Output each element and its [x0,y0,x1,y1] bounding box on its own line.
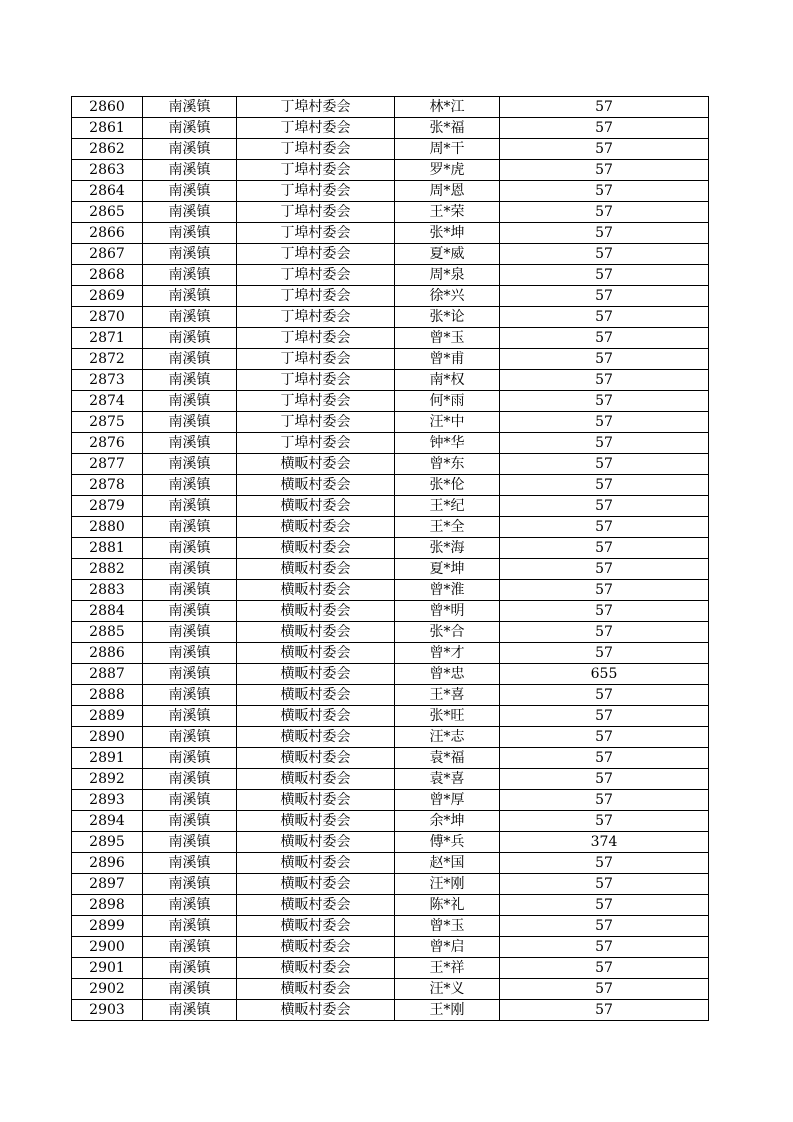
table-row [72,370,709,391]
table-row [72,118,709,139]
cell-serial-number: 2887 [72,664,143,685]
cell-amount: 57 [500,496,709,517]
cell-amount: 57 [500,853,709,874]
table-row [72,895,709,916]
cell-person-name: 陈*礼 [395,895,500,916]
cell-person-name: 张*海 [395,538,500,559]
cell-village-committee: 丁埠村委会 [237,139,395,160]
cell-person-name: 王*全 [395,517,500,538]
cell-town: 南溪镇 [143,223,237,244]
cell-village-committee: 丁埠村委会 [237,181,395,202]
cell-person-name: 袁*福 [395,748,500,769]
table-row [72,643,709,664]
cell-village-committee: 横畈村委会 [237,475,395,496]
cell-serial-number: 2885 [72,622,143,643]
cell-village-committee: 丁埠村委会 [237,223,395,244]
cell-amount: 57 [500,118,709,139]
table-row [72,706,709,727]
cell-person-name: 周*恩 [395,181,500,202]
cell-serial-number: 2866 [72,223,143,244]
cell-serial-number: 2878 [72,475,143,496]
cell-town: 南溪镇 [143,538,237,559]
table-row [72,202,709,223]
cell-serial-number: 2890 [72,727,143,748]
cell-amount: 57 [500,475,709,496]
cell-person-name: 王*荣 [395,202,500,223]
cell-person-name: 王*纪 [395,496,500,517]
cell-amount: 374 [500,832,709,853]
cell-village-committee: 横畈村委会 [237,517,395,538]
cell-serial-number: 2888 [72,685,143,706]
cell-town: 南溪镇 [143,391,237,412]
table-row [72,958,709,979]
cell-person-name: 赵*国 [395,853,500,874]
cell-town: 南溪镇 [143,1000,237,1021]
cell-serial-number: 2894 [72,811,143,832]
cell-town: 南溪镇 [143,958,237,979]
cell-town: 南溪镇 [143,790,237,811]
cell-village-committee: 丁埠村委会 [237,118,395,139]
cell-serial-number: 2872 [72,349,143,370]
table-row [72,349,709,370]
table-row [72,832,709,853]
cell-serial-number: 2893 [72,790,143,811]
cell-town: 南溪镇 [143,832,237,853]
cell-serial-number: 2879 [72,496,143,517]
cell-amount: 655 [500,664,709,685]
cell-town: 南溪镇 [143,475,237,496]
cell-person-name: 张*坤 [395,223,500,244]
cell-village-committee: 丁埠村委会 [237,286,395,307]
cell-amount: 57 [500,286,709,307]
cell-serial-number: 2874 [72,391,143,412]
cell-village-committee: 横畈村委会 [237,706,395,727]
cell-town: 南溪镇 [143,706,237,727]
cell-amount: 57 [500,307,709,328]
cell-person-name: 汪*义 [395,979,500,1000]
cell-town: 南溪镇 [143,412,237,433]
table-row [72,874,709,895]
cell-person-name: 曾*启 [395,937,500,958]
cell-person-name: 曾*东 [395,454,500,475]
cell-person-name: 王*刚 [395,1000,500,1021]
cell-person-name: 周*干 [395,139,500,160]
cell-village-committee: 丁埠村委会 [237,412,395,433]
cell-person-name: 傅*兵 [395,832,500,853]
cell-serial-number: 2860 [72,97,143,118]
cell-serial-number: 2861 [72,118,143,139]
cell-town: 南溪镇 [143,916,237,937]
cell-amount: 57 [500,433,709,454]
cell-serial-number: 2900 [72,937,143,958]
table-row [72,769,709,790]
cell-village-committee: 丁埠村委会 [237,370,395,391]
cell-village-committee: 横畈村委会 [237,454,395,475]
cell-person-name: 曾*明 [395,601,500,622]
cell-amount: 57 [500,643,709,664]
cell-person-name: 林*江 [395,97,500,118]
table-row [72,97,709,118]
cell-village-committee: 横畈村委会 [237,643,395,664]
cell-village-committee: 横畈村委会 [237,853,395,874]
cell-amount: 57 [500,328,709,349]
cell-amount: 57 [500,979,709,1000]
cell-person-name: 何*雨 [395,391,500,412]
cell-person-name: 张*福 [395,118,500,139]
cell-person-name: 汪*中 [395,412,500,433]
cell-town: 南溪镇 [143,181,237,202]
cell-village-committee: 丁埠村委会 [237,307,395,328]
cell-person-name: 罗*虎 [395,160,500,181]
cell-serial-number: 2868 [72,265,143,286]
cell-amount: 57 [500,790,709,811]
cell-amount: 57 [500,895,709,916]
cell-person-name: 曾*淮 [395,580,500,601]
cell-village-committee: 横畈村委会 [237,685,395,706]
table-row [72,454,709,475]
cell-village-committee: 丁埠村委会 [237,160,395,181]
table-row [72,181,709,202]
cell-amount: 57 [500,349,709,370]
cell-village-committee: 丁埠村委会 [237,433,395,454]
cell-village-committee: 横畈村委会 [237,559,395,580]
table-row [72,916,709,937]
table-row [72,1000,709,1021]
cell-amount: 57 [500,958,709,979]
cell-person-name: 夏*威 [395,244,500,265]
table-row [72,265,709,286]
cell-town: 南溪镇 [143,580,237,601]
cell-person-name: 周*泉 [395,265,500,286]
cell-amount: 57 [500,181,709,202]
cell-person-name: 张*论 [395,307,500,328]
cell-amount: 57 [500,1000,709,1021]
cell-amount: 57 [500,937,709,958]
table-row [72,517,709,538]
cell-serial-number: 2903 [72,1000,143,1021]
cell-person-name: 曾*玉 [395,328,500,349]
cell-town: 南溪镇 [143,349,237,370]
cell-amount: 57 [500,370,709,391]
cell-person-name: 徐*兴 [395,286,500,307]
table-row [72,979,709,1000]
cell-village-committee: 横畈村委会 [237,937,395,958]
cell-serial-number: 2862 [72,139,143,160]
cell-serial-number: 2889 [72,706,143,727]
cell-village-committee: 横畈村委会 [237,769,395,790]
table-row [72,790,709,811]
cell-serial-number: 2896 [72,853,143,874]
cell-amount: 57 [500,769,709,790]
cell-person-name: 曾*忠 [395,664,500,685]
cell-village-committee: 横畈村委会 [237,958,395,979]
cell-town: 南溪镇 [143,517,237,538]
cell-person-name: 汪*志 [395,727,500,748]
cell-serial-number: 2871 [72,328,143,349]
cell-amount: 57 [500,538,709,559]
cell-person-name: 张*伦 [395,475,500,496]
records-table [71,96,709,1021]
cell-village-committee: 横畈村委会 [237,916,395,937]
cell-village-committee: 横畈村委会 [237,1000,395,1021]
cell-amount: 57 [500,391,709,412]
cell-town: 南溪镇 [143,265,237,286]
cell-town: 南溪镇 [143,727,237,748]
cell-serial-number: 2902 [72,979,143,1000]
cell-amount: 57 [500,517,709,538]
cell-serial-number: 2880 [72,517,143,538]
cell-serial-number: 2886 [72,643,143,664]
cell-person-name: 余*坤 [395,811,500,832]
table-row [72,937,709,958]
cell-amount: 57 [500,685,709,706]
cell-serial-number: 2869 [72,286,143,307]
cell-amount: 57 [500,412,709,433]
cell-serial-number: 2870 [72,307,143,328]
cell-serial-number: 2895 [72,832,143,853]
cell-town: 南溪镇 [143,664,237,685]
cell-village-committee: 横畈村委会 [237,727,395,748]
cell-amount: 57 [500,874,709,895]
cell-amount: 57 [500,244,709,265]
cell-village-committee: 丁埠村委会 [237,97,395,118]
cell-village-committee: 横畈村委会 [237,790,395,811]
cell-serial-number: 2867 [72,244,143,265]
cell-serial-number: 2876 [72,433,143,454]
records-table-body [72,97,709,1021]
table-row [72,853,709,874]
cell-town: 南溪镇 [143,454,237,475]
cell-village-committee: 横畈村委会 [237,979,395,1000]
cell-amount: 57 [500,727,709,748]
cell-amount: 57 [500,706,709,727]
cell-amount: 57 [500,202,709,223]
cell-town: 南溪镇 [143,643,237,664]
cell-serial-number: 2863 [72,160,143,181]
cell-person-name: 张*合 [395,622,500,643]
table-row [72,286,709,307]
cell-amount: 57 [500,223,709,244]
cell-town: 南溪镇 [143,286,237,307]
table-row [72,391,709,412]
cell-town: 南溪镇 [143,979,237,1000]
table-row [72,160,709,181]
cell-serial-number: 2901 [72,958,143,979]
cell-town: 南溪镇 [143,370,237,391]
cell-town: 南溪镇 [143,601,237,622]
cell-amount: 57 [500,622,709,643]
cell-town: 南溪镇 [143,496,237,517]
table-row [72,433,709,454]
table-row [72,139,709,160]
cell-town: 南溪镇 [143,160,237,181]
table-row [72,811,709,832]
cell-person-name: 汪*刚 [395,874,500,895]
table-row [72,244,709,265]
cell-serial-number: 2892 [72,769,143,790]
cell-amount: 57 [500,559,709,580]
table-row [72,475,709,496]
cell-town: 南溪镇 [143,244,237,265]
cell-village-committee: 横畈村委会 [237,622,395,643]
table-row [72,538,709,559]
cell-serial-number: 2884 [72,601,143,622]
cell-person-name: 夏*坤 [395,559,500,580]
cell-village-committee: 丁埠村委会 [237,265,395,286]
cell-village-committee: 丁埠村委会 [237,244,395,265]
cell-village-committee: 横畈村委会 [237,580,395,601]
cell-town: 南溪镇 [143,433,237,454]
cell-serial-number: 2883 [72,580,143,601]
cell-town: 南溪镇 [143,118,237,139]
table-row [72,685,709,706]
table-row [72,223,709,244]
cell-person-name: 南*权 [395,370,500,391]
cell-serial-number: 2877 [72,454,143,475]
cell-serial-number: 2864 [72,181,143,202]
cell-amount: 57 [500,748,709,769]
cell-town: 南溪镇 [143,895,237,916]
cell-town: 南溪镇 [143,748,237,769]
cell-amount: 57 [500,139,709,160]
cell-village-committee: 横畈村委会 [237,601,395,622]
cell-village-committee: 横畈村委会 [237,748,395,769]
cell-person-name: 袁*喜 [395,769,500,790]
table-row [72,412,709,433]
cell-serial-number: 2891 [72,748,143,769]
cell-serial-number: 2898 [72,895,143,916]
table-row [72,601,709,622]
cell-town: 南溪镇 [143,685,237,706]
cell-village-committee: 横畈村委会 [237,664,395,685]
cell-serial-number: 2882 [72,559,143,580]
cell-amount: 57 [500,580,709,601]
cell-person-name: 曾*厚 [395,790,500,811]
cell-town: 南溪镇 [143,139,237,160]
cell-person-name: 曾*甫 [395,349,500,370]
table-row [72,307,709,328]
cell-person-name: 钟*华 [395,433,500,454]
cell-serial-number: 2881 [72,538,143,559]
cell-person-name: 张*旺 [395,706,500,727]
cell-village-committee: 横畈村委会 [237,496,395,517]
cell-town: 南溪镇 [143,874,237,895]
cell-person-name: 曾*玉 [395,916,500,937]
cell-serial-number: 2897 [72,874,143,895]
cell-town: 南溪镇 [143,853,237,874]
table-row [72,727,709,748]
cell-amount: 57 [500,811,709,832]
cell-serial-number: 2865 [72,202,143,223]
cell-town: 南溪镇 [143,97,237,118]
cell-village-committee: 丁埠村委会 [237,328,395,349]
cell-village-committee: 横畈村委会 [237,811,395,832]
table-row [72,496,709,517]
cell-town: 南溪镇 [143,328,237,349]
table-row [72,622,709,643]
cell-amount: 57 [500,265,709,286]
table-row [72,748,709,769]
cell-town: 南溪镇 [143,559,237,580]
cell-serial-number: 2875 [72,412,143,433]
cell-amount: 57 [500,916,709,937]
cell-village-committee: 横畈村委会 [237,538,395,559]
cell-village-committee: 丁埠村委会 [237,349,395,370]
cell-town: 南溪镇 [143,202,237,223]
table-row [72,559,709,580]
cell-village-committee: 横畈村委会 [237,895,395,916]
table-row [72,664,709,685]
cell-village-committee: 丁埠村委会 [237,391,395,412]
cell-amount: 57 [500,160,709,181]
cell-serial-number: 2899 [72,916,143,937]
cell-person-name: 曾*才 [395,643,500,664]
table-row [72,580,709,601]
cell-town: 南溪镇 [143,769,237,790]
cell-town: 南溪镇 [143,937,237,958]
cell-person-name: 王*喜 [395,685,500,706]
cell-village-committee: 丁埠村委会 [237,202,395,223]
cell-serial-number: 2873 [72,370,143,391]
cell-village-committee: 横畈村委会 [237,874,395,895]
cell-town: 南溪镇 [143,811,237,832]
cell-person-name: 王*祥 [395,958,500,979]
cell-amount: 57 [500,97,709,118]
cell-town: 南溪镇 [143,307,237,328]
cell-amount: 57 [500,454,709,475]
cell-town: 南溪镇 [143,622,237,643]
cell-village-committee: 横畈村委会 [237,832,395,853]
table-row [72,328,709,349]
cell-amount: 57 [500,601,709,622]
